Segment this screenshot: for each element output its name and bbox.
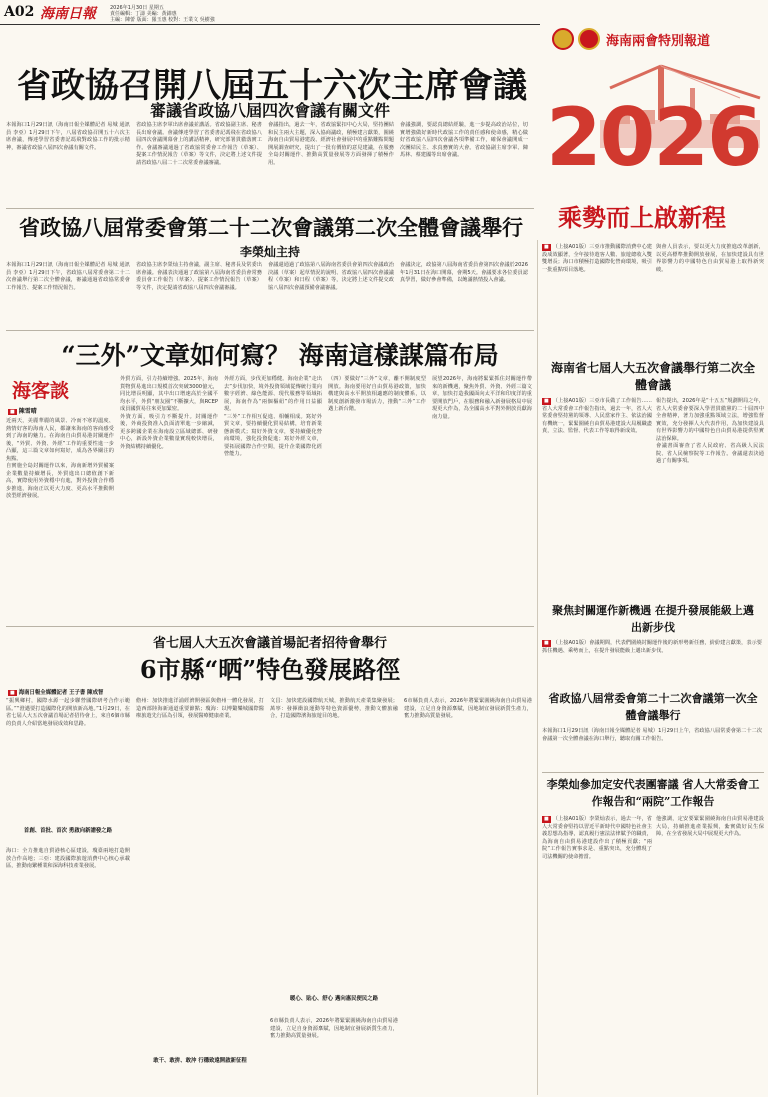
article4-col3b: 6市縣負責人表示，2026年將緊緊圍繞海南自由貿易港建設，立足自身資源稟賦，因地制宜發展新質生產力，奮力推動高質量發展。 xyxy=(270,1018,398,1040)
article3-col3: 外經方面，步伐更加穩健。海南企業“走出去”步伐加快，境外投資領域從傳統行業向數字經濟、綠色能源、現代服務等領域拓展，海南作為“兩個樞紐”的作用日益顯現。 “三外”工作相互促進、相輔相成。寫好外貿文章，要持續優化貿易結構，培育新業態新模式；寫好外資文章，要持續優化營商環境，強化投資促進；寫好外經文章，要拓展國際合作空間，提升企業國際化經營能力。 xyxy=(224,376,322,458)
article4-section-heading-2: 敢干、敢拼、敢沖 行穩致遠開啟新征程 xyxy=(153,1058,247,1064)
column-divider xyxy=(537,240,538,1095)
masthead xyxy=(0,0,768,49)
right-col-text-g: ■ （上接A01版）李榮灿表示，過去一年，省人大常委會堅持以習近平新時代中國特色社會主義思想為指導，認真履行憲法法律賦予的職責，為海南自由貿易港建設作出了積極貢獻；“兩院”工作報告實事求是、重點突出，充分體現了司法機關的使命擔當。 xyxy=(542,816,652,860)
author-marker: ■ xyxy=(10,409,15,415)
special-graphic xyxy=(540,58,768,240)
article2-headline: 省政協八屆常委會第二十二次會議第二次全體會議舉行 xyxy=(19,215,523,240)
right-col-text-c: ■ （上接A01版）三亞市長做了工作報告……省人大常委會工作報告指出，過去一年，省人大常委會堅持黨的領導、人民當家作主、依法治國有機統一，緊緊圍繞自由貿易港建設大局履職盡責，立法、監督、代表工作等取得新成效。 xyxy=(542,398,652,435)
article4-byline: ■ 海南日報全媒體記者 王子書 陳成智 xyxy=(10,690,104,696)
masthead-rule xyxy=(0,24,540,25)
article3-col5: 展望2026年，海南將緊緊抓住封關運作帶來的新機遇，聚焦外貿、外資、外經三篇文章，加快打造我國面向太平洋和印度洋的重要開放門戶，在服務和融入新發展格局中展現更大作為，為全國高水平對外開放貢獻海南力量。 xyxy=(432,376,532,420)
article4-col4: 6市縣負責人表示，2026年將緊緊圍繞海南自由貿易港建設，立足自身資源稟賦，因地制宜發展新質生產力，奮力推動高質量發展。 xyxy=(404,698,532,720)
article4-headline: 6市縣“晒”特色發展路徑 xyxy=(139,655,401,684)
right-col-text-e: ■ （上接A01版）會議期間，代表們圍繞封關運作後的新形勢新任務，紛紛建言獻策，表示要抓住機遇、乘勢而上，在提升發展能級上邁出新步伐。 xyxy=(542,640,762,654)
article2-col4: 會議決定，政協第八屆海南省委員會第四次會議於2026年1月31日在海口開幕，會期5天。會議要求各位委員認真學習，做好參會準備，以飽滿熱情投入會議。 xyxy=(400,262,528,284)
editor-credits-2: 主編：陳蕾 版面：羅玉惠 校對：王業文 吳樹強 xyxy=(110,17,215,23)
party-emblem-icon xyxy=(578,28,600,50)
article3-col2: 外貿方面，引力持續增強。2025年，海南貨物貿易進出口規模首次突破3000億元，同比增長明顯，其中出口增速高於全國平均水平，外貿“朋友圈”不斷擴大，與RCEP成員國貿易往來更加緊密。 外資方面，吸引力不斷提升。封關運作後，外商投資准入負面清單進一步縮減，更多跨國企業在海南設立區域總部、研發中心，新設外資企業數量實現較快增長，外資結構持續優化。 xyxy=(120,376,218,450)
special-report-banner xyxy=(540,22,768,58)
special-report-title: 海南兩會特別報道 xyxy=(606,34,711,49)
article1-col4: 會議強調，要認真總結經驗，進一步提高政治站位，切實增強做好新時代政協工作的責任感和使命感，精心做好省政協八屆四次會議各項準備工作，確保會議開成一次團結民主、求真務實的大會。省政協副主席李軍、陳馬林、蔡建國等出席會議。 xyxy=(400,122,528,159)
article3-col1: 近兩天，美麗華麗的風景、冷而不寒的溫度、熱情好客的海南人民，都讓來海南的客商感受到了海南的魅力。在海南自由貿易港封關運作後，“外貿、外資、外經”工作的重要性進一步凸顯，這三篇文章如何寫好，成為各界關注的焦點。 自實施全島封關運作以來，海南新增外貿備案企業數量持續增長，外貿進出口總值創下新高，實際使用外資穩中有進，對外投資合作穩步推進，海南正以更大力度、更高水平推動開放型經濟發展。 xyxy=(6,418,114,500)
article2-col1: 本報海口1月29日訊（海南日報全媒體記者 易城 通訊員 李亞）1月29日下午，省政協八屆常委會第二十二次會議舉行第二次全體會議，審議通過省政協常委會工作報告、提案工作情況報告。 xyxy=(6,262,130,291)
article3-headline: “三外”文章如何寫？ 海南這樣謀篇布局 xyxy=(61,341,499,370)
right-col-text-f: 本報海口1月29日訊（海南日報全媒體記者 易城）1月29日上午，省政協八屆常委會第二十二次會議第一次全體會議在海口舉行，聽取有關工作報告。 xyxy=(542,728,762,742)
continued-marker: ■ xyxy=(544,640,549,646)
right-col-text-d: 報告提出，2026年是“十五五”規劃開局之年，省人大常委會要深入學習貫徹黨的二十屆四中全會精神，著力加強重點領域立法，增強監督實效，充分發揮人大代表作用，為加快建設具有世界影響力的中國特色自由貿易港提供堅實法治保障。 會議書面審查了省人民政府、省高級人民法院、省人民檢察院等工作報告。會議還表決通過了有關事項。 xyxy=(656,398,764,465)
editor-credits: 責任編輯：丁濤 美編：黃錦惠 xyxy=(110,11,177,17)
article4-col2: 儋州：加快推進洋浦經濟開發區與儋州一體化發展，打造西部陸海新通道重要節點；瓊海：以博鰲樂城國際醫療旅遊先行區為引領，發展醫療健康產業。 xyxy=(136,698,264,720)
article2-byline: 李榮灿主持 xyxy=(239,245,300,259)
page-code: A02 xyxy=(4,4,35,20)
article4-col1b: 海口：全力推進自貿港核心區建設，瓊臺兩地打造開放合作高地；三亞：建設國際旅遊消費中心核心承載區，推動南繁種業和深海科技產業發展。 xyxy=(6,848,130,870)
continued-marker: ■ xyxy=(544,816,549,822)
right-col-text-b: 與會人員表示，要以更大力度推進改革創新，以更高標準推動開放發展，在加快建設具有世界影響力的中國特色自由貿易港上取得新突破。 xyxy=(656,244,764,273)
divider xyxy=(6,330,534,331)
article4-section-heading-1: 首創、首批、首次 勇啟向新譜發之路 xyxy=(23,828,113,834)
big-year-graphic: 2026 xyxy=(546,91,761,184)
right-section-title-3: 省政協八屆常委會第二十二次會議第一次全體會議舉行 xyxy=(548,692,758,722)
article1-headline: 省政協召開八屆五十六次主席會議 xyxy=(17,66,527,106)
article4-section-heading-3: 暖心、貼心、舒心 邁向惠民便民之路 xyxy=(289,996,379,1002)
article4-col3: 文昌：加快建設國際航天城，推動航天產業集聚發展；萬寧：發揮衝浪運動等特色資源優勢，推動文體旅融合，打造國際濱海旅遊目的地。 xyxy=(270,698,398,720)
article3-byline: ■ 陳雪晴 xyxy=(10,408,37,415)
right-section-title-4: 李榮灿參加定安代表團審議 省人大常委會工作報告和“兩院”工作報告 xyxy=(546,778,760,808)
special-slogan: 乘勢而上啟新程 xyxy=(558,203,726,232)
divider xyxy=(6,208,534,209)
continued-marker: ■ xyxy=(544,244,549,250)
newspaper-logo: 海南日報 xyxy=(40,6,96,22)
divider xyxy=(542,772,764,773)
author-marker: ■ xyxy=(10,690,15,696)
right-col-text-h: 他強調，定安要緊緊圍繞海南自由貿易港建設大局，持續推進產業振興，紮實做好民生保障，在全省發展大局中展現更大作為。 xyxy=(656,816,764,838)
issue-date: 2026年1月30日 星期五 xyxy=(110,5,164,11)
divider xyxy=(6,626,534,627)
article1-col2: 省政協主席李軍出席會議並講話。省政協副主席、秘書長出席會議。會議傳達學習了省委書記馮飛在省政協八屆四次會議開幕會上的講話精神，研究部署貫徹落實工作。會議審議通過了省政協常委會工作報告（草案）、提案工作情況報告（草案）等文件，決定將上述文件提請省政協八屆二十二次常委會議審議。 xyxy=(136,122,262,166)
article3-col4: （四）要做好“三外”文章，離不開制度型開放。海南要用好自由貿易港政策，加快構建與高水平開放相適應的制度體系，以制度創新激發市場活力，推動“三外”工作邁上新台階。 xyxy=(328,376,426,413)
national-emblem-icon xyxy=(552,28,574,50)
right-col-text-a: ■ （上接A01版）三亞市推動國際消費中心建設成效顯著，全年接待遊客人數、旅遊總收入雙雙增長；海口市積極打造國際化營商環境，吸引一批重點項目落地。 xyxy=(542,244,652,273)
column-logo: 海客談 xyxy=(12,380,70,402)
article1-col1: 本報海口1月29日訊（海南日報全媒體記者 易城 通訊員 李亞）1月29日下午，八屆省政協召開五十六次主席會議，傳達學習省委書記馮飛對政協工作的批示精神，審議省政協八屆四次會議有關文件。 xyxy=(6,122,130,151)
article2-col2: 省政協主席李榮灿主持會議，副主席、秘書長及常委出席會議。會議表決通過了政協第八屆海南省委員會常務委員會工作報告（草案）、提案工作情況報告（草案）等文件，決定提請省政協八屆四次會議審議。 xyxy=(136,262,262,291)
article1-subheadline: 審議省政協八屆四次會議有關文件 xyxy=(149,101,390,120)
article1-col3: 會議指出，過去一年，省政協緊扣中心大局，堅持團結和民主兩大主題，深入協商議政，積極建言獻策，圍繞海南自由貿易港建設、經濟社會發展中的重點難點問題開展調查研究，提出了一批有價值的意見建議，在服務全島封關運作、推動高質量發展等方面發揮了積極作用。 xyxy=(268,122,394,166)
article4-col1a: “振興鄉村，國際水源一起步聯營國際研考合作示範區。”“澄邁要打造國際化的開放新高地。”1月29日，在省七屆人大五次會議首場記者招待會上，來自6個市縣的負責人介紹當地發展成效和思路。 xyxy=(6,698,130,727)
right-section-title-2: 聚焦封關運作新機遇 在提升發展能級上邁出新步伐 xyxy=(552,604,754,634)
article2-col3: 會議還通過了政協第八屆海南省委員會第四次會議政治決議（草案）起草情況的說明、省政協八屆四次會議議程（草案）和日程（草案）等，決定將上述文件提交政協八屆四次會議預備會議審議。 xyxy=(268,262,394,291)
continued-marker: ■ xyxy=(544,398,549,404)
article4-kicker: 省七屆人大五次會議首場記者招待會舉行 xyxy=(152,636,387,651)
right-section-title-1: 海南省七屆人大五次會議舉行第二次全體會議 xyxy=(550,361,755,392)
